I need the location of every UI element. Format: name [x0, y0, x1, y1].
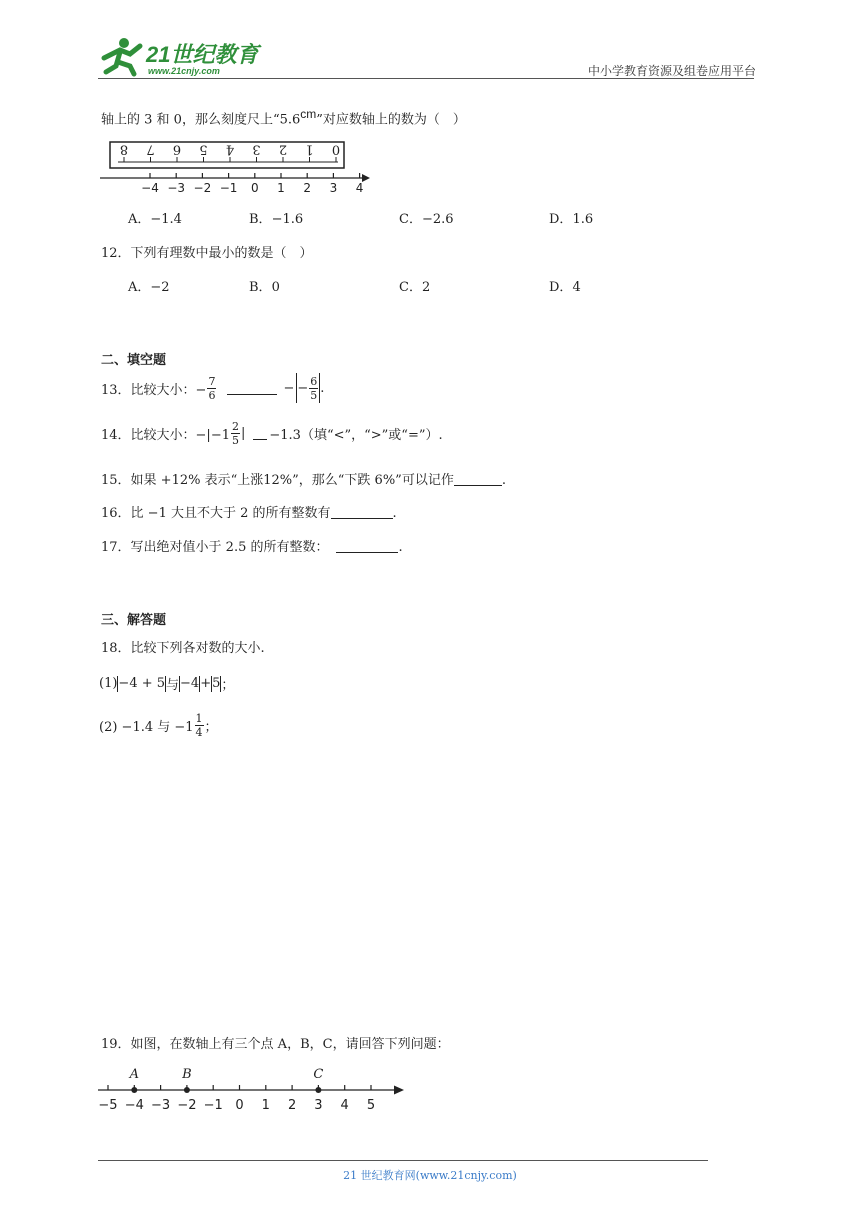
ruler-label: 3: [252, 141, 261, 157]
q14-fraction: $\frac{2}{5}$: [231, 420, 239, 447]
q19-point-a: [131, 1087, 137, 1093]
ruler-label: 0: [331, 141, 341, 157]
ruler-label: 8: [119, 141, 129, 157]
q11-axis-label: −1: [219, 181, 238, 195]
q13-fraction-2: $\frac{6}{5}$: [310, 374, 318, 402]
q14-answer-blank[interactable]: [253, 427, 267, 440]
q12-option-c[interactable]: C．2: [399, 280, 431, 295]
section-fill-blank-title: 二、填空题: [101, 353, 167, 368]
q11-option-b[interactable]: B．−1.6: [249, 212, 304, 227]
q16-answer-blank[interactable]: [331, 506, 393, 519]
q11-option-c[interactable]: C．−2.6: [399, 212, 454, 227]
q12-stem: 12．下列有理数中最小的数是（ ）: [101, 246, 313, 261]
q12-option-a[interactable]: A．−2: [128, 280, 170, 295]
q18-fraction: $\frac{1}{4}$: [195, 712, 203, 739]
ruler-label: 7: [146, 141, 155, 157]
q19-axis-labels: [98, 1098, 375, 1113]
logo-url: www.21cnjy.com: [148, 66, 220, 76]
q19-axis-label: −3: [151, 1098, 171, 1113]
q19-axis-label: 0: [235, 1098, 244, 1113]
q11-axis-labels: [141, 181, 363, 195]
q12-option-d[interactable]: D．4: [549, 280, 581, 295]
header-title: 中小学教育资源及组卷应用平台: [587, 64, 756, 78]
footer-text[interactable]: 21 世纪教育网(www.21cnjy.com): [343, 1169, 517, 1182]
q11-ruler-figure: [98, 138, 378, 196]
q19-axis-label: −2: [177, 1098, 197, 1113]
q19-axis-label: 2: [287, 1098, 297, 1113]
runner-icon: [104, 38, 140, 74]
q18-part2: (2) −1.4 与 −1 $\frac{1}{4}$ ；: [99, 712, 218, 739]
ruler-label: 5: [199, 141, 208, 157]
q11-option-a[interactable]: A．−1.4: [128, 212, 182, 227]
q19-point-c: [315, 1087, 321, 1093]
ruler-label: 1: [305, 141, 314, 157]
q19-number-line: [94, 1064, 414, 1116]
q11-axis-label: −4: [141, 181, 159, 195]
q11-option-d[interactable]: D．1.6: [549, 212, 594, 227]
q19-axis-label: 3: [314, 1098, 323, 1113]
q11-axis-label: 4: [355, 181, 364, 195]
ruler-ticks: [124, 157, 336, 162]
q19-axis-label: 4: [340, 1098, 349, 1113]
q11-stem: [101, 107, 466, 127]
q19-point-label: A: [129, 1067, 139, 1082]
q18-stem: 18．比较下列各对数的大小.: [101, 641, 265, 656]
q19-axis-arrow: [394, 1086, 404, 1095]
q11-axis-label: 1: [277, 181, 285, 195]
ruler-label: 2: [278, 141, 288, 157]
q17-stem: 17．写出绝对值小于 2.5 的所有整数： .: [101, 540, 403, 555]
q19-points: [129, 1067, 324, 1093]
q19-axis-label: −1: [203, 1098, 223, 1113]
q11-text-before: 轴上的 3 和 0，那么刻度尺上“5.6: [101, 112, 301, 128]
q11-axis-ticks: [150, 173, 360, 178]
q13-stem: 13．比较大小：− $\frac{7}{6}$ − − $\frac{6}{5}$ .: [101, 374, 325, 402]
q13-answer-blank[interactable]: [227, 382, 277, 395]
q11-axis-label: 0: [250, 181, 259, 195]
q19-stem: 19．如图，在数轴上有三个点 A，B，C，请回答下列问题：: [101, 1037, 450, 1052]
q19-axis-label: −5: [98, 1098, 118, 1113]
q16-stem: 16．比 −1 大且不大于 2 的所有整数有 .: [101, 506, 397, 521]
q13-fraction-1: $\frac{7}{6}$: [208, 374, 216, 402]
q12-option-b[interactable]: B．0: [249, 280, 280, 295]
q17-answer-blank[interactable]: [336, 540, 398, 553]
q18-part1: (1) −4 + 5 与 −4 + 5 ；: [99, 676, 235, 693]
q19-axis-label: −4: [124, 1098, 144, 1113]
site-logo: [94, 36, 264, 82]
ruler-label: 6: [172, 141, 182, 157]
q11-unit: cm: [300, 107, 317, 121]
q19-point-b: [184, 1087, 190, 1093]
footer-divider: [98, 1160, 708, 1161]
q11-text-after: ”对应数轴上的数为（ ）: [316, 112, 466, 128]
q15-stem: 15．如果 +12% 表示“上涨12%”，那么“下跌 6%”可以记作 .: [101, 473, 506, 488]
q19-point-label: C: [313, 1067, 324, 1082]
section-answer-title: 三、解答题: [101, 613, 167, 628]
q11-axis-label: 3: [329, 181, 338, 195]
ruler-label: 4: [225, 141, 235, 157]
q11-axis-label: 2: [303, 181, 312, 195]
header-divider: [98, 78, 754, 79]
q11-axis-label: −2: [193, 181, 212, 195]
ruler-labels: [120, 142, 340, 157]
q19-axis-label: 1: [261, 1098, 270, 1113]
q14-stem: 14．比较大小：−|−1 $\frac{2}{5}$ | −1.3（填“<”，“>”或“=”）.: [101, 420, 443, 447]
q15-answer-blank[interactable]: [454, 473, 502, 486]
q19-point-label: B: [182, 1067, 192, 1082]
q11-axis-label: −3: [167, 181, 186, 195]
q19-axis-ticks: [108, 1085, 371, 1090]
logo-brand: 21世纪教育: [146, 42, 259, 67]
q19-axis-label: 5: [366, 1098, 376, 1113]
